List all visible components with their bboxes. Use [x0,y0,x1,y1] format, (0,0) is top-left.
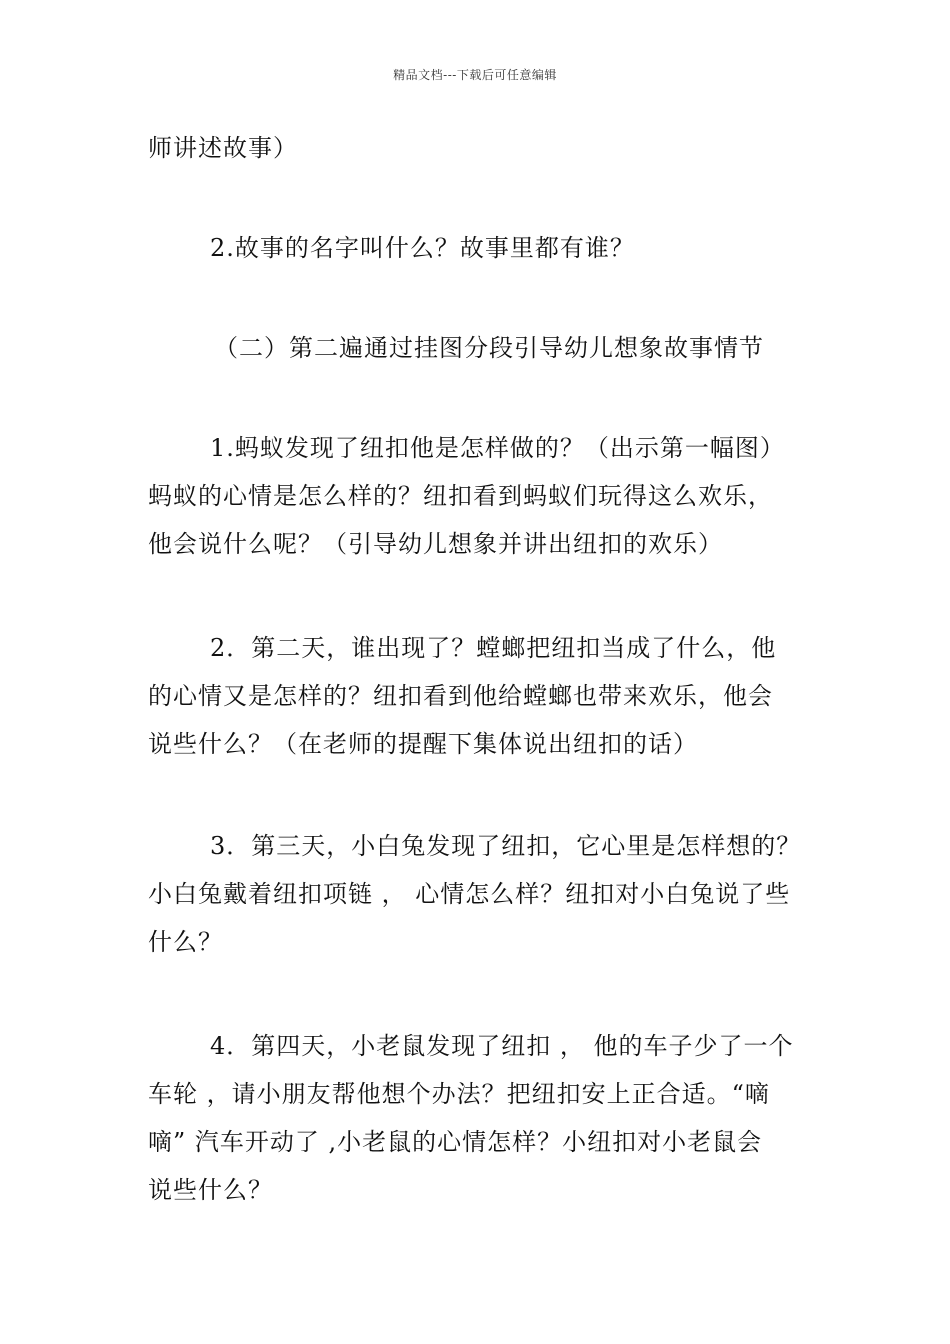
text-line: 嘀” 汽车开动了 ,小老鼠的心情怎样？小纽扣对小老鼠会 [148,1128,763,1156]
text-line: 3．第三天，小白兔发现了纽扣，它心里是怎样想的？ [210,832,802,860]
text-line: 师讲述故事） [148,134,298,162]
paragraph-2 [148,324,838,372]
paragraph-5 [148,822,838,966]
page-header: 精品文档---下载后可任意编辑 [393,68,557,82]
text-line: 蚂蚁的心情是怎么样的？纽扣看到蚂蚁们玩得这么欢乐， [148,482,773,510]
paragraph-4 [148,624,838,768]
text-line: 他会说什么呢？（引导幼儿想象并讲出纽扣的欢乐） [148,530,723,558]
text-line: 4．第四天，小老鼠发现了纽扣 ， 他的车子少了一个 [210,1032,794,1060]
paragraph-1 [148,224,838,272]
text-line: 2.故事的名字叫什么？故事里都有谁？ [210,234,635,262]
paragraph-0 [148,124,838,172]
paragraph-6 [148,1022,838,1214]
text-line: 的心情又是怎样的？纽扣看到他给螳螂也带来欢乐，他会 [148,682,773,710]
section-heading: （二）第二遍通过挂图分段引导幼儿想象故事情节 [214,334,764,362]
paragraph-3 [148,424,838,568]
text-line: 小白兔戴着纽扣项链 ， 心情怎么样？纽扣对小白兔说了些 [148,880,791,908]
text-line: 车轮 ，请小朋友帮他想个办法？把纽扣安上正合适。“嘀 [148,1080,770,1108]
text-line: 说些什么？ [148,1176,273,1204]
text-line: 说些什么？（在老师的提醒下集体说出纽扣的话） [148,730,698,758]
text-line: 1.蚂蚁发现了纽扣他是怎样做的？（出示第一幅图） [210,434,785,462]
text-line: 2．第二天，谁出现了？螳螂把纽扣当成了什么，他 [210,634,777,662]
text-line: 什么？ [148,928,223,956]
